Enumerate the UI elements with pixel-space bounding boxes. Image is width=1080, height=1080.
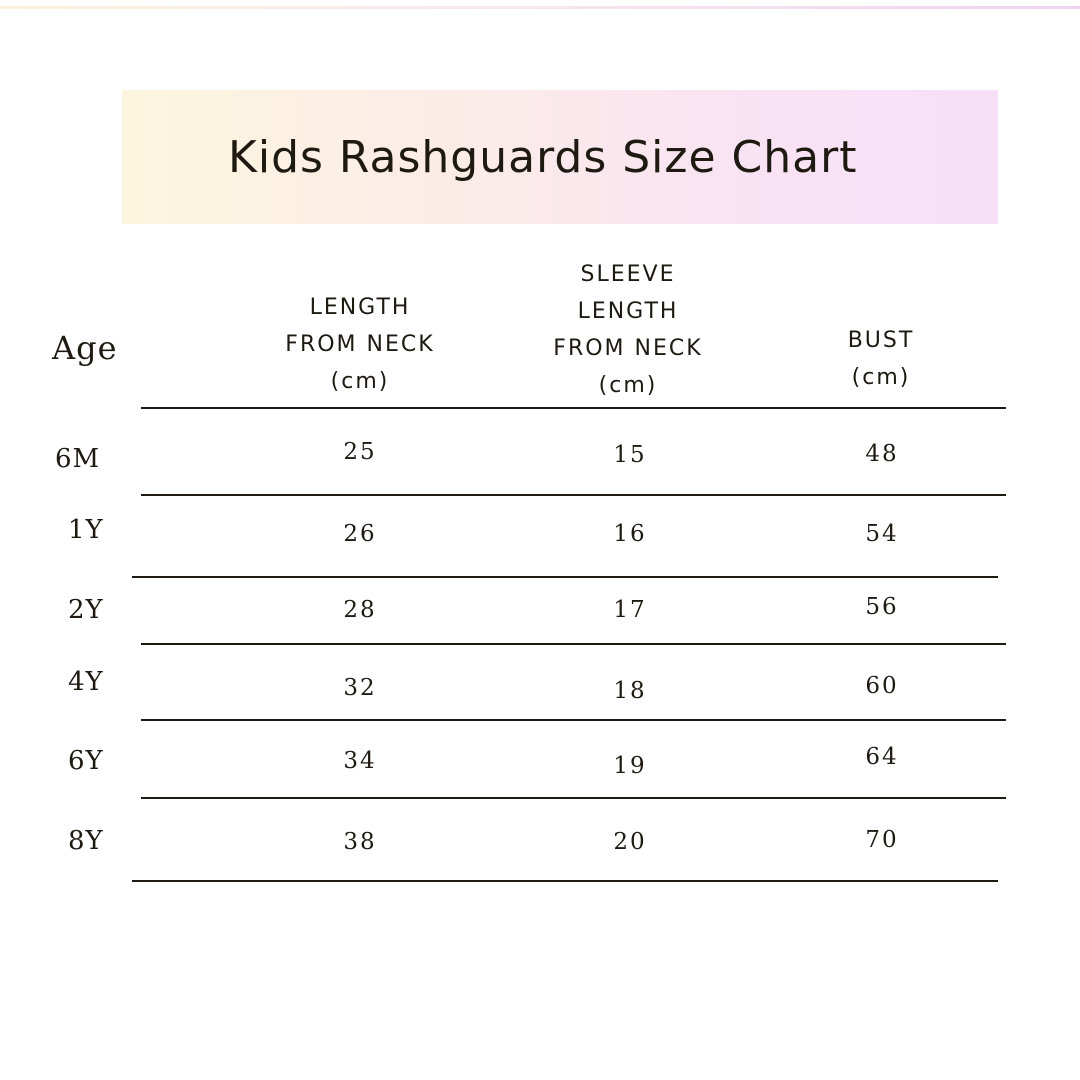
length-cell: 26: [343, 521, 377, 547]
row-divider: [132, 576, 998, 578]
age-cell: 6M: [55, 444, 101, 474]
header-age: Age: [52, 329, 118, 367]
bust-cell: 64: [865, 744, 899, 770]
length-cell: 25: [343, 439, 377, 465]
header-sleeve-line-3: FROM NECK: [553, 336, 703, 361]
age-cell: 8Y: [68, 826, 104, 856]
header-bust-line-2: (cm): [851, 365, 911, 390]
bust-cell: 48: [865, 441, 899, 467]
sleeve-cell: 19: [613, 753, 647, 779]
sleeve-cell: 18: [613, 678, 647, 704]
sleeve-cell: 16: [613, 521, 647, 547]
header-sleeve-line-1: SLEEVE: [580, 262, 676, 287]
length-cell: 32: [343, 675, 377, 701]
page-title: Kids Rashguards Size Chart: [228, 132, 858, 183]
age-cell: 2Y: [68, 595, 104, 625]
header-length-line-3: (cm): [330, 369, 390, 394]
bust-cell: 70: [865, 827, 899, 853]
row-divider: [141, 719, 1006, 721]
age-cell: 1Y: [68, 515, 104, 545]
length-cell: 34: [343, 748, 377, 774]
top-accent-strip: [0, 6, 1080, 9]
bust-cell: 60: [865, 673, 899, 699]
sleeve-cell: 17: [613, 597, 647, 623]
length-cell: 28: [343, 597, 377, 623]
row-divider: [141, 494, 1006, 496]
header-sleeve-length: [530, 256, 726, 404]
age-cell: 4Y: [68, 667, 104, 697]
header-length-from-neck: [260, 289, 460, 400]
row-divider: [141, 797, 1006, 799]
sleeve-cell: 15: [613, 442, 647, 468]
header-bust: [810, 322, 952, 396]
table-header-divider: [141, 407, 1006, 409]
header-sleeve-line-4: (cm): [598, 373, 658, 398]
sleeve-cell: 20: [613, 829, 647, 855]
table-bottom-border: [132, 880, 998, 882]
header-length-line-2: FROM NECK: [285, 332, 435, 357]
age-cell: 6Y: [68, 746, 104, 776]
header-bust-line-1: BUST: [847, 328, 915, 353]
bust-cell: 56: [865, 594, 899, 620]
header-sleeve-line-2: LENGTH: [577, 299, 679, 324]
row-divider: [141, 643, 1006, 645]
bust-cell: 54: [865, 521, 899, 547]
header-length-line-1: LENGTH: [309, 295, 411, 320]
length-cell: 38: [343, 829, 377, 855]
